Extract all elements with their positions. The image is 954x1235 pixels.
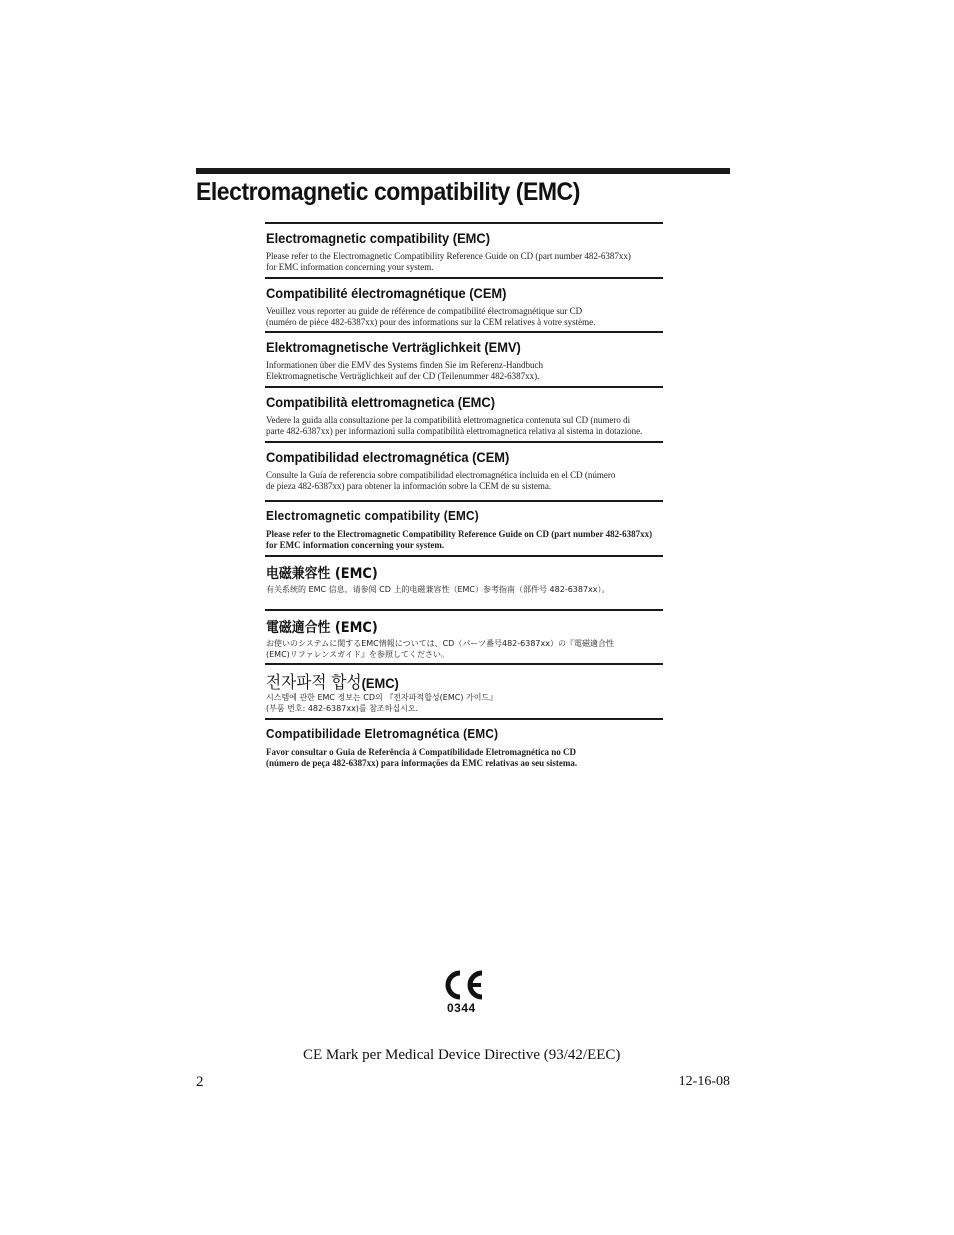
emc-block-english-alt	[265, 500, 663, 556]
title-rule	[196, 168, 730, 174]
emc-block-italian	[265, 386, 663, 442]
emc-heading: Compatibilité électromagnétique (CEM)	[266, 285, 507, 301]
page-date: 12-16-08	[678, 1074, 730, 1089]
emc-heading: Elektromagnetische Verträglichkeit (EMV)	[266, 339, 521, 355]
emc-text	[266, 470, 615, 492]
emc-text-line: for EMC information concerning your system.	[266, 262, 434, 272]
emc-text	[266, 360, 543, 382]
emc-text-line: 시스템에 관한 EMC 정보는 CD의 『전자파적합성(EMC) 가이드』	[266, 693, 498, 702]
emc-text	[266, 251, 631, 273]
emc-text-line: (부품 번호: 482-6387xx)를 참조하십시오.	[266, 704, 419, 713]
emc-text	[266, 692, 497, 714]
emc-heading: Electromagnetic compatibility (EMC)	[266, 508, 479, 523]
emc-heading: Compatibilità elettromagnetica (EMC)	[266, 394, 496, 410]
emc-heading-korean: 전자파적 합성	[266, 673, 362, 693]
emc-text-line: Consulte la Guía de referencia sobre compatibilidad electromagnética incluida en el CD (número	[266, 470, 616, 480]
emc-text-line: 有关系统的 EMC 信息，请参阅 CD 上的电磁兼容性（EMC）参考指南（部件号 482-6387xx）。	[266, 585, 610, 594]
emc-text-line: お使いのシステムに関するEMC情報については、CD（パーツ番号482-6387xx）の『電磁適合性	[266, 639, 614, 648]
emc-text-line: Please refer to the Electromagnetic Compatibility Reference Guide on CD (part number 482-6387xx)	[266, 529, 653, 539]
emc-text-line: Elektromagnetische Verträglichkeit auf der CD (Teilenummer 482-6387xx).	[266, 371, 540, 381]
emc-heading: 电磁兼容性 (EMC)	[266, 566, 378, 582]
emc-text-line: Please refer to the Electromagnetic Compatibility Reference Guide on CD (part number 482-6387xx)	[266, 251, 631, 261]
emc-text-line: (EMC)リファレンスガイド』を参照してください。	[266, 650, 449, 659]
emc-text-line: Informationen über die EMV des Systems finden Sie im Referenz-Handbuch	[266, 360, 544, 370]
emc-text-line: parte 482-6387xx) per informazioni sulla compatibilità elettromagnetica relativa al sistema in dotazione.	[266, 426, 643, 436]
emc-text-line: for EMC information concerning your system.	[266, 540, 445, 550]
emc-text	[266, 747, 577, 769]
emc-block-spanish	[265, 441, 663, 497]
emc-heading	[266, 668, 399, 693]
emc-block-chinese	[265, 555, 663, 611]
page-title: Electromagnetic compatibility (EMC)	[196, 178, 580, 206]
emc-text-line: (número de peça 482-6387xx) para informações da EMC relativas ao seu sistema.	[266, 758, 578, 768]
emc-block-english	[265, 222, 663, 278]
emc-text	[266, 306, 595, 328]
emc-text	[266, 638, 614, 660]
emc-heading: Compatibilidad electromagnética (CEM)	[266, 449, 510, 465]
emc-text-line: Favor consultar o Guia de Referência à Compatibilidade Eletromagnética no CD	[266, 747, 576, 757]
emc-block-korean	[265, 663, 663, 719]
emc-heading: 電磁適合性 (EMC)	[266, 620, 378, 636]
emc-text-line: Veuillez vous reporter au guide de référence de compatibilité électromagnétique sur CD	[266, 306, 583, 316]
emc-text	[266, 584, 610, 595]
emc-text-line: Vedere la guida alla consultazione per la compatibilità elettromagnetica contenuta sul CD (numero di	[266, 415, 631, 425]
emc-text-line: de pieza 482-6387xx) para obtener la información sobre la CEM de su sistema.	[266, 481, 552, 491]
emc-block-french	[265, 277, 663, 333]
emc-heading: Compatibilidade Eletromagnética (EMC)	[266, 726, 499, 741]
emc-text-line: (numéro de pièce 482-6387xx) pour des informations sur la CEM relatives à votre système.	[266, 317, 596, 327]
emc-block-portuguese	[265, 718, 663, 774]
ce-caption: CE Mark per Medical Device Directive (93/42/EEC)	[303, 1047, 621, 1063]
emc-block-german	[265, 331, 663, 387]
emc-heading: Electromagnetic compatibility (EMC)	[266, 230, 491, 246]
emc-text	[266, 529, 652, 551]
emc-block-japanese	[265, 609, 663, 665]
emc-heading-suffix: (EMC)	[361, 675, 399, 691]
ce-notified-body-number: 0344	[447, 1001, 476, 1015]
page-number: 2	[196, 1074, 204, 1090]
emc-text	[266, 415, 642, 437]
